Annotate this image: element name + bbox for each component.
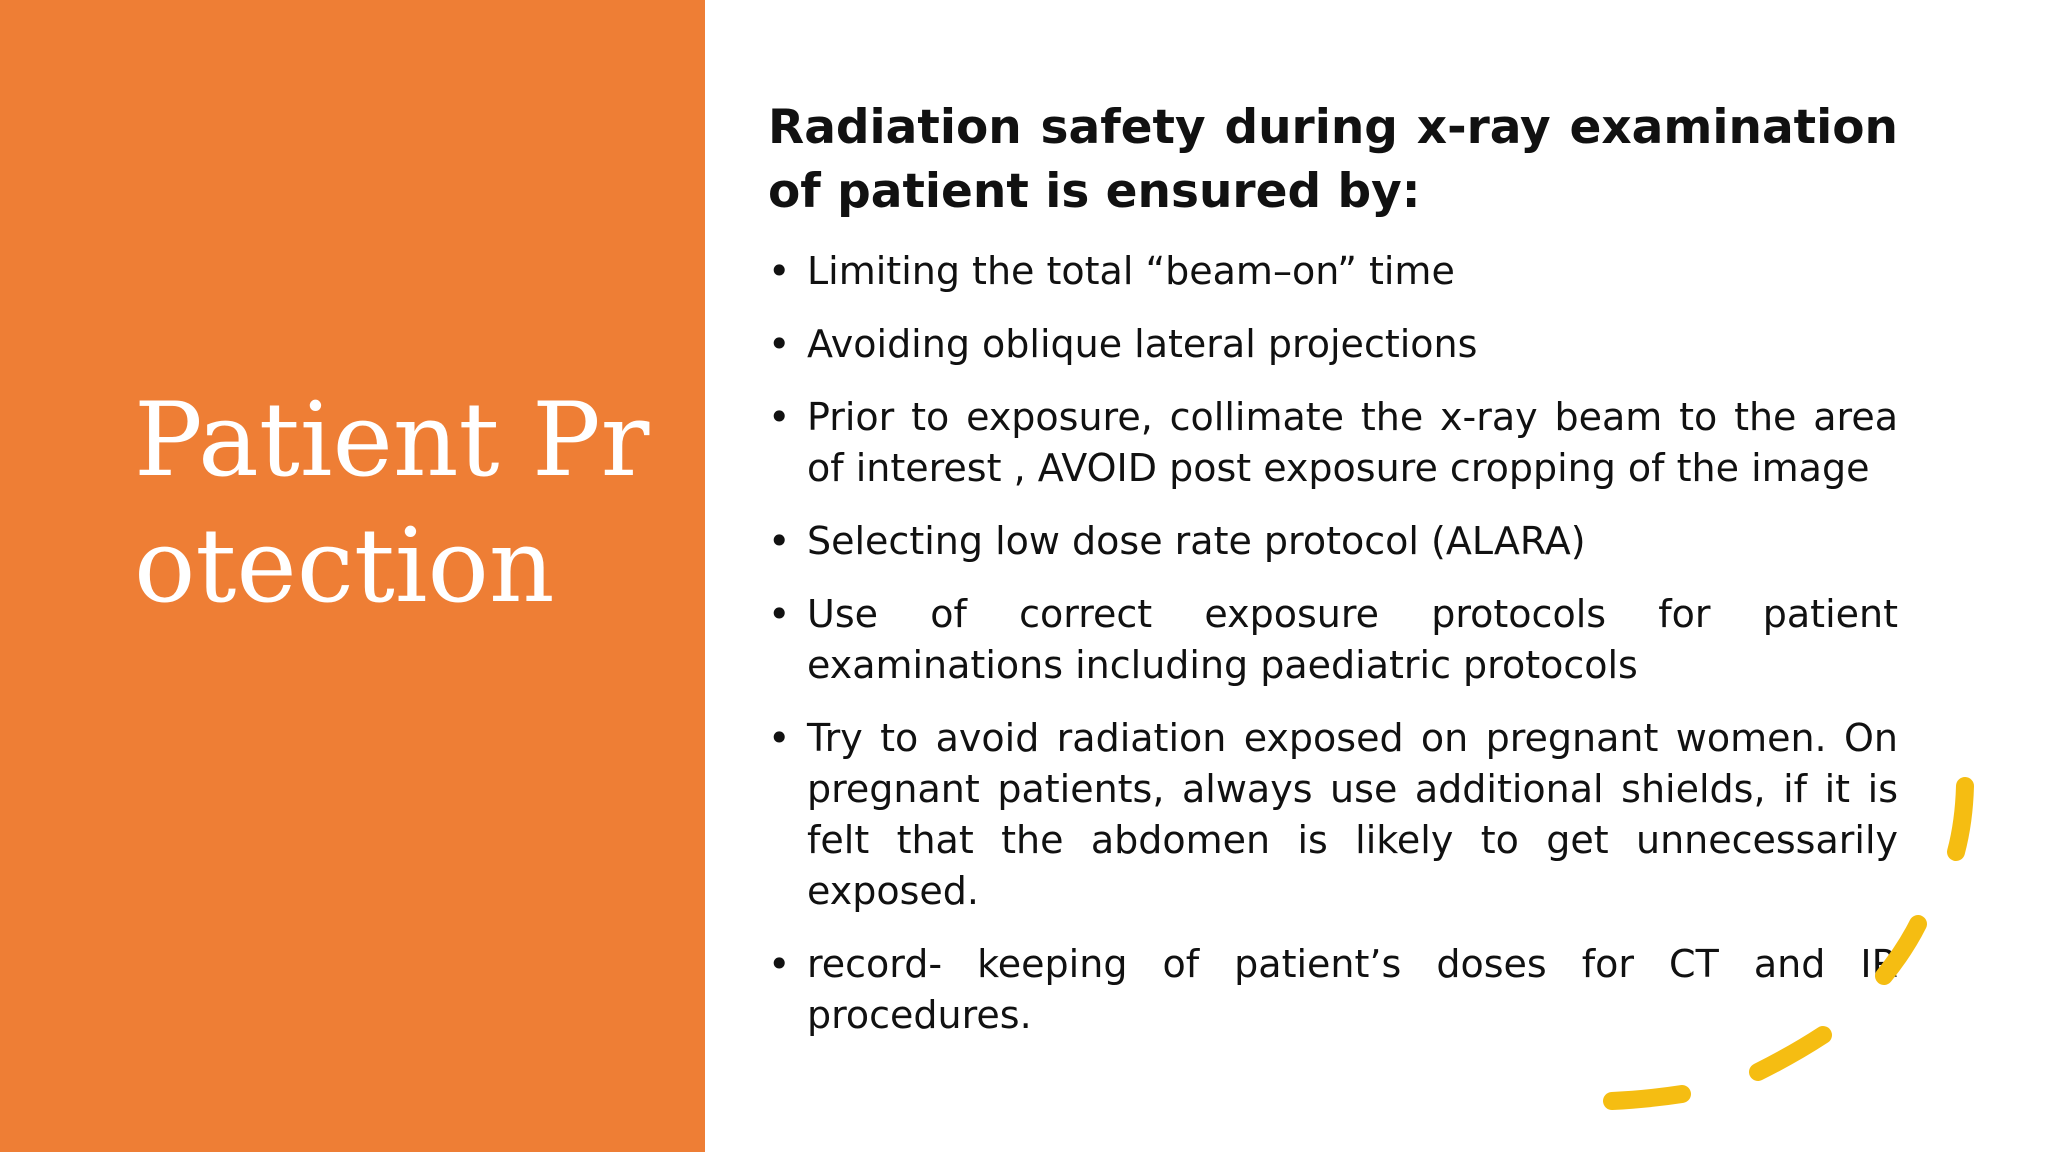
orange-side-panel (0, 0, 705, 1152)
bullet-text: Limiting the total “beam–on” time (807, 249, 1455, 293)
bullet-item (768, 246, 1898, 297)
bullet-dot-icon: • (768, 592, 791, 636)
bullet-item (768, 319, 1898, 370)
bullet-text: record- keeping of patient’s doses for CT and IR procedures. (807, 942, 1898, 1037)
slide-title: Patient Protection (134, 381, 650, 626)
bullet-text: Prior to exposure, collimate the x-ray beam to the area of interest , AVOID post exposure cropping of the image (807, 395, 1898, 490)
bullet-dot-icon: • (768, 942, 791, 986)
bullet-item (768, 392, 1898, 494)
decorative-dash-1 (1956, 786, 1965, 852)
bullet-item (768, 939, 1898, 1041)
bullet-dot-icon: • (768, 519, 791, 563)
bullet-text: Selecting low dose rate protocol (ALARA) (807, 519, 1586, 563)
bullet-dot-icon: • (768, 716, 791, 760)
bullet-text: Try to avoid radiation exposed on pregnant women. On pregnant patients, always use additional shields, if it is felt that the abdomen is likely to get unnecessarily exposed. (807, 716, 1898, 913)
bullet-text: Use of correct exposure protocols for patient examinations including paediatric protocols (807, 592, 1898, 687)
bullet-text: Avoiding oblique lateral projections (807, 322, 1478, 366)
decorative-dash-4 (1612, 1094, 1682, 1101)
slide-content (768, 96, 1898, 1063)
bullet-item (768, 516, 1898, 567)
content-heading: Radiation safety during x-ray examination of patient is ensured by: (768, 100, 1898, 219)
bullet-dot-icon: • (768, 322, 791, 366)
bullet-dot-icon: • (768, 395, 791, 439)
bullet-dot-icon: • (768, 249, 791, 293)
bullet-item (768, 713, 1898, 917)
bullet-item (768, 589, 1898, 691)
bullet-list (768, 246, 1898, 1041)
